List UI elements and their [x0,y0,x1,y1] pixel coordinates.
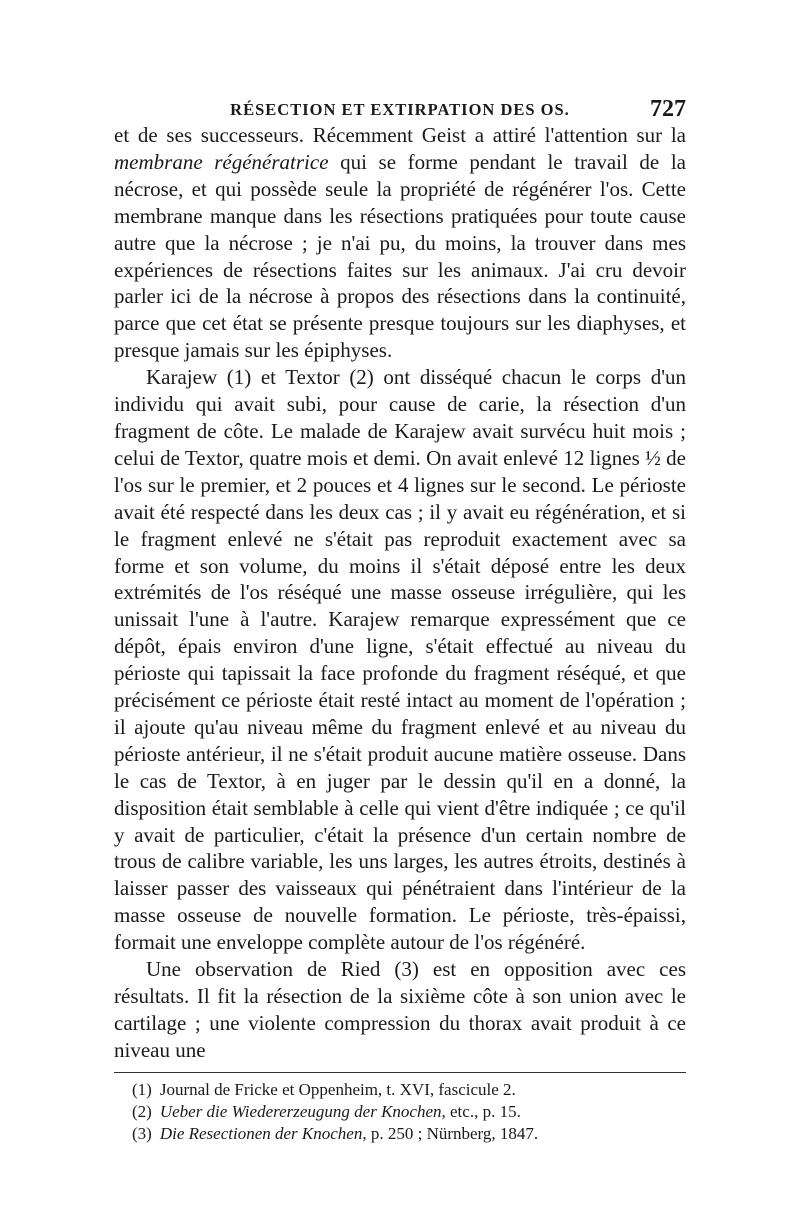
footnotes [132,1079,686,1145]
paragraph-1-emphasis: membrane régénératrice [114,149,329,174]
page-number: 727 [650,96,686,122]
paragraph-1-part-2: qui se forme pendant le travail de la nécrose, et qui possède seule la propriété de régénérer l'os. Cette membrane manque dans les résections pratiquées pour toute cause autre que la nécrose ; je n'ai pu, du moins, la trouver dans mes expériences de résections faites sur les animaux. J'ai cru devoir parler ici de la nécrose à propos des résections dans la continuité, parce que cet état se présente presque toujours sur les diaphyses, et presque jamais sur les épiphyses. [114,149,686,363]
running-title: RÉSECTION ET EXTIRPATION DES OS. [230,100,570,119]
footnote-1 [132,1079,686,1101]
footnote-text: Journal de Fricke et Oppenheim, t. XVI, fascicule 2. [159,1080,516,1099]
footnote-text: , etc., p. 15. [441,1102,521,1121]
footnote-3 [132,1123,686,1145]
footnote-number: (3) [132,1124,152,1143]
footnote-2 [132,1101,686,1123]
footnote-divider [114,1072,686,1073]
paragraph-2: Karajew (1) et Textor (2) ont disséqué chacun le corps d'un individu qui avait subi, pour cause de carie, la résection d'un fragment de côte. Le malade de Karajew avait survécu huit mois ; celui de Textor, quatre mois et demi. On avait enlevé 12 lignes ½ de l'os sur le premier, et 2 pouces et 4 lignes sur le second. Le périoste avait été respecté dans les deux cas ; il y avait eu régénération, et si le fragment enlevé ne s'était pas reproduit exactement avec sa forme et son volume, du moins il s'était déposé entre les deux extrémités de l'os réséqué une masse osseuse irrégulière, qui les unissait l'une à l'autre. Karajew remarque expressément que ce dépôt, épais environ d'une ligne, s'était effectué au niveau du périoste qui tapissait la face profonde du fragment réséqué, et que précisément ce périoste était resté intact au moment de l'opération ; il ajoute qu'au niveau même du fragment enlevé et au niveau du périoste antérieur, il ne s'était produit aucune matière osseuse. Dans le cas de Textor, à en juger par le dessin qu'il en a donné, la disposition était semblable à celle qui vient d'être indiquée ; ce qu'il y avait de particulier, c'était la présence d'un certain nombre de trous de calibre variable, les uns larges, les autres étroits, destinés à laisser passer des vaisseaux qui pénétraient dans l'intérieur de la masse osseuse de nouvelle formation. Le périoste, très-épaissi, formait une enveloppe complète autour de l'os régénéré. [114,365,686,955]
footnote-number: (2) [132,1102,152,1121]
page-header [114,96,686,124]
paragraph-1 [114,122,686,364]
footnote-title: Ueber die Wiedererzeugung der Knochen [159,1102,442,1121]
footnote-title: Die Resectionen der Knochen [159,1124,363,1143]
paragraph-1-part-1: et de ses successeurs. Récemment Geist a attiré l'attention sur la [114,123,686,147]
body-text [114,122,686,1064]
paragraph-3: Une observation de Ried (3) est en opposition avec ces résultats. Il fit la résection de la sixième côte à son union avec le cartilage ; une violente compression du thorax avait produit à ce niveau une [114,957,686,1062]
footnote-number: (1) [132,1080,152,1099]
footnote-text: , p. 250 ; Nürnberg, 1847. [362,1124,539,1143]
